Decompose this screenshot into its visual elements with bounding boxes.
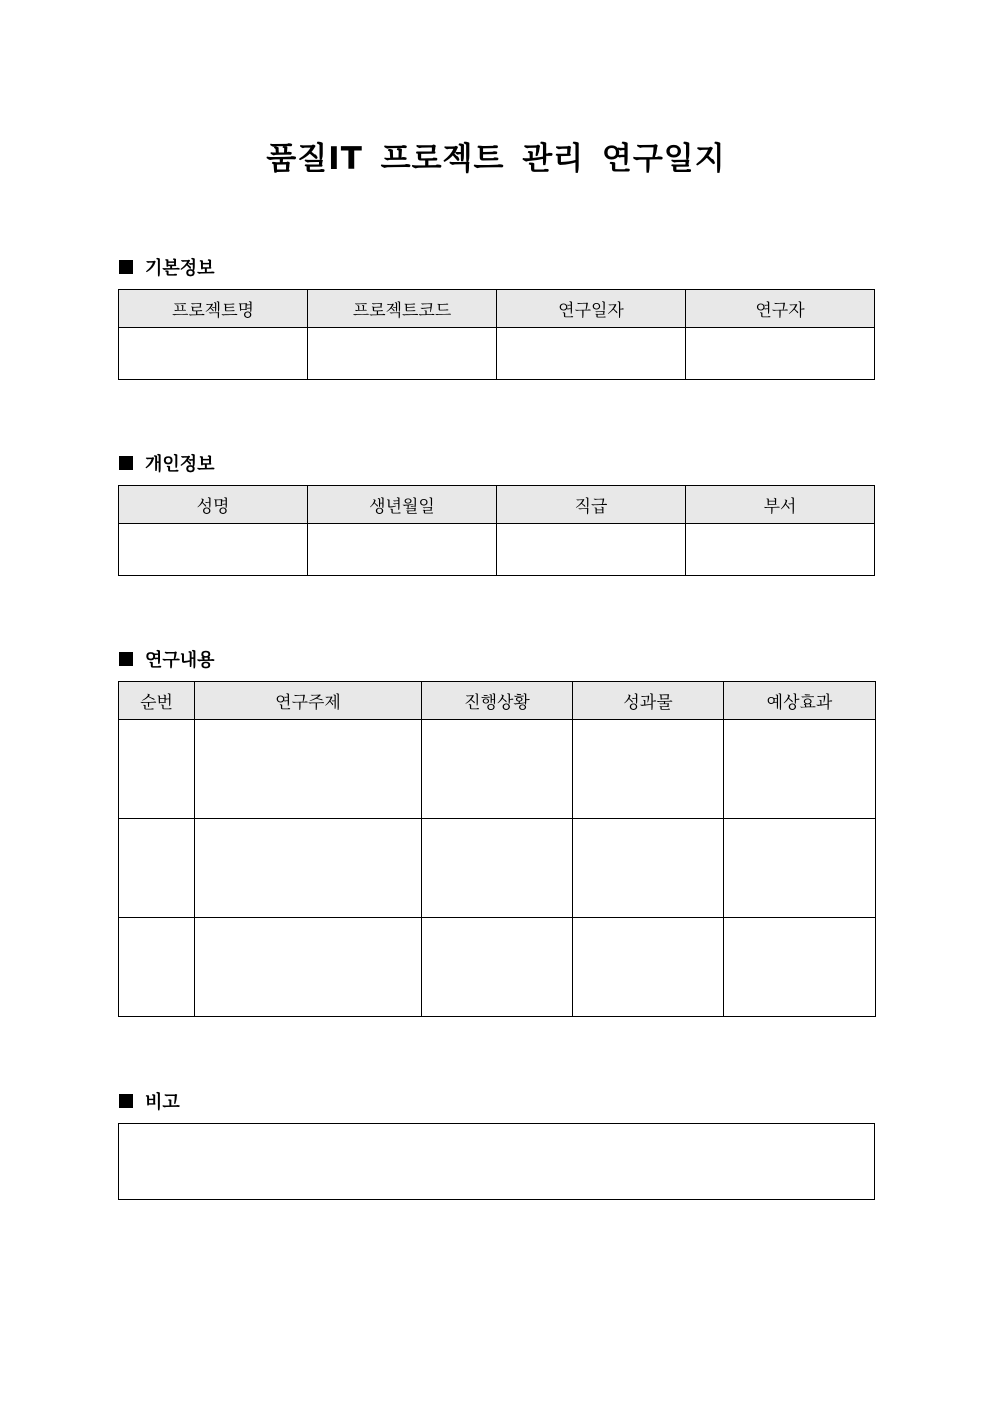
birthdate-cell[interactable] (308, 524, 497, 576)
header-birthdate: 생년월일 (308, 486, 497, 524)
expected-effect-cell[interactable] (724, 918, 876, 1017)
header-topic: 연구주제 (195, 682, 422, 720)
progress-cell[interactable] (422, 918, 573, 1017)
expected-effect-cell[interactable] (724, 720, 876, 819)
topic-cell[interactable] (195, 819, 422, 918)
square-bullet-icon (119, 260, 133, 274)
header-position: 직급 (497, 486, 686, 524)
progress-cell[interactable] (422, 720, 573, 819)
header-project-code: 프로젝트코드 (308, 290, 497, 328)
header-progress: 진행상황 (422, 682, 573, 720)
header-seq: 순번 (119, 682, 195, 720)
table-row (119, 720, 876, 819)
researcher-cell[interactable] (686, 328, 875, 380)
seq-cell[interactable] (119, 819, 195, 918)
expected-effect-cell[interactable] (724, 819, 876, 918)
remarks-box[interactable] (118, 1123, 875, 1200)
research-content-table (118, 681, 876, 1017)
header-researcher: 연구자 (686, 290, 875, 328)
deliverable-cell[interactable] (573, 720, 724, 819)
square-bullet-icon (119, 456, 133, 470)
topic-cell[interactable] (195, 918, 422, 1017)
table-row (119, 328, 875, 380)
section-heading-basic-label: 기본정보 (145, 258, 215, 279)
header-deliverable: 성과물 (573, 682, 724, 720)
section-heading-remarks-label: 비고 (145, 1092, 180, 1113)
section-heading-research-label: 연구내용 (145, 650, 215, 671)
deliverable-cell[interactable] (573, 819, 724, 918)
table-header-row (119, 486, 875, 524)
document-title: 품질IT 프로젝트 관리 연구일지 (266, 141, 726, 177)
header-research-date: 연구일자 (497, 290, 686, 328)
position-cell[interactable] (497, 524, 686, 576)
table-row (119, 524, 875, 576)
project-name-cell[interactable] (119, 328, 308, 380)
header-expected-effect: 예상효과 (724, 682, 876, 720)
department-cell[interactable] (686, 524, 875, 576)
deliverable-cell[interactable] (573, 918, 724, 1017)
table-row (119, 918, 876, 1017)
seq-cell[interactable] (119, 720, 195, 819)
table-row (119, 819, 876, 918)
section-heading-research (119, 646, 215, 672)
section-heading-remarks (119, 1088, 180, 1114)
basic-info-table (118, 289, 875, 380)
personal-info-table (118, 485, 875, 576)
square-bullet-icon (119, 1094, 133, 1108)
square-bullet-icon (119, 652, 133, 666)
project-code-cell[interactable] (308, 328, 497, 380)
topic-cell[interactable] (195, 720, 422, 819)
header-department: 부서 (686, 486, 875, 524)
progress-cell[interactable] (422, 819, 573, 918)
seq-cell[interactable] (119, 918, 195, 1017)
table-header-row (119, 682, 876, 720)
section-heading-basic (119, 254, 215, 280)
table-header-row (119, 290, 875, 328)
research-date-cell[interactable] (497, 328, 686, 380)
header-name: 성명 (119, 486, 308, 524)
name-cell[interactable] (119, 524, 308, 576)
section-heading-personal-label: 개인정보 (145, 454, 215, 475)
header-project-name: 프로젝트명 (119, 290, 308, 328)
section-heading-personal (119, 450, 215, 476)
